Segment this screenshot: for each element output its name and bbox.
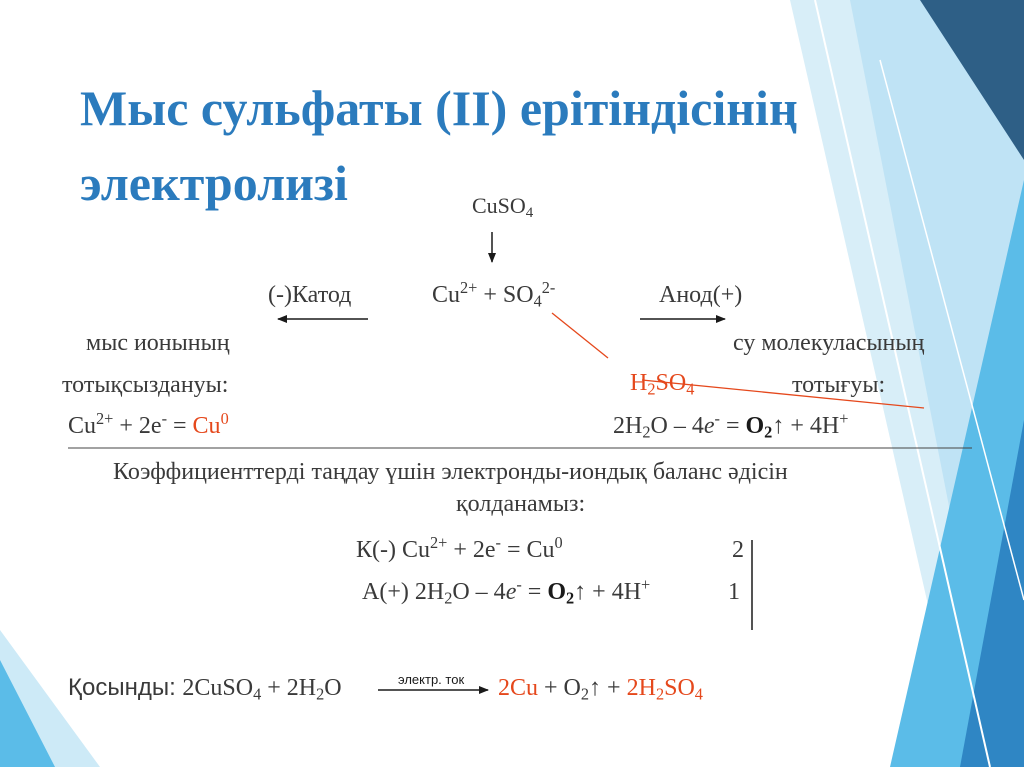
anode-label: Анод(+): [659, 282, 743, 308]
anode-desc-line-1: су молекуласының: [733, 330, 925, 356]
red-connector-line: [552, 313, 608, 358]
acid-formula: $H_2SO_4$: [630, 370, 695, 399]
balance-anode-coef: 1: [728, 579, 740, 605]
note-line-2: қолданамыз:: [456, 491, 586, 517]
cathode-label: (-)Катод: [268, 282, 352, 308]
balance-anode-equation: А(+) $2H_2O - 4e^-$ = $O_2↑ + 4H^+$: [362, 575, 651, 608]
anode-desc-line-2: тотығуы:: [792, 372, 886, 398]
overall-equation-right: $2Cu + O_2↑ + 2H_2SO_4$: [498, 675, 703, 704]
balance-cathode-equation: К(-) $Cu^{2+} + 2e^- = Cu^0$: [356, 533, 563, 563]
salt-formula: CuSO$_4$: [472, 193, 534, 222]
cathode-equation: $Cu^{2+} + 2e^- = Cu^0$: [68, 409, 229, 439]
reaction-condition-label: электр. ток: [398, 672, 465, 687]
overall-equation-left: Қосынды: 2CuSO$_4$ + $2H_2O$: [68, 674, 342, 704]
anode-equation: $2H_2O - 4e^-$ = $O_2↑ + 4H^+$: [613, 409, 849, 442]
balance-cathode-coef: 2: [732, 537, 744, 563]
note-line-1: Коэффициенттерді таңдау үшін электронды-иондық баланс әдісін: [113, 459, 788, 485]
slide-title-line-1: Мыс сульфаты (II) ерітіндісінің: [80, 80, 798, 136]
cathode-desc-line-1: мыс ионының: [86, 330, 230, 356]
slide-title-line-2: электролизі: [80, 155, 348, 211]
ions-formula: $Cu^{2+} + SO_4^{2-}$: [432, 278, 556, 311]
cathode-desc-line-2: тотықсыздануы:: [62, 372, 229, 398]
